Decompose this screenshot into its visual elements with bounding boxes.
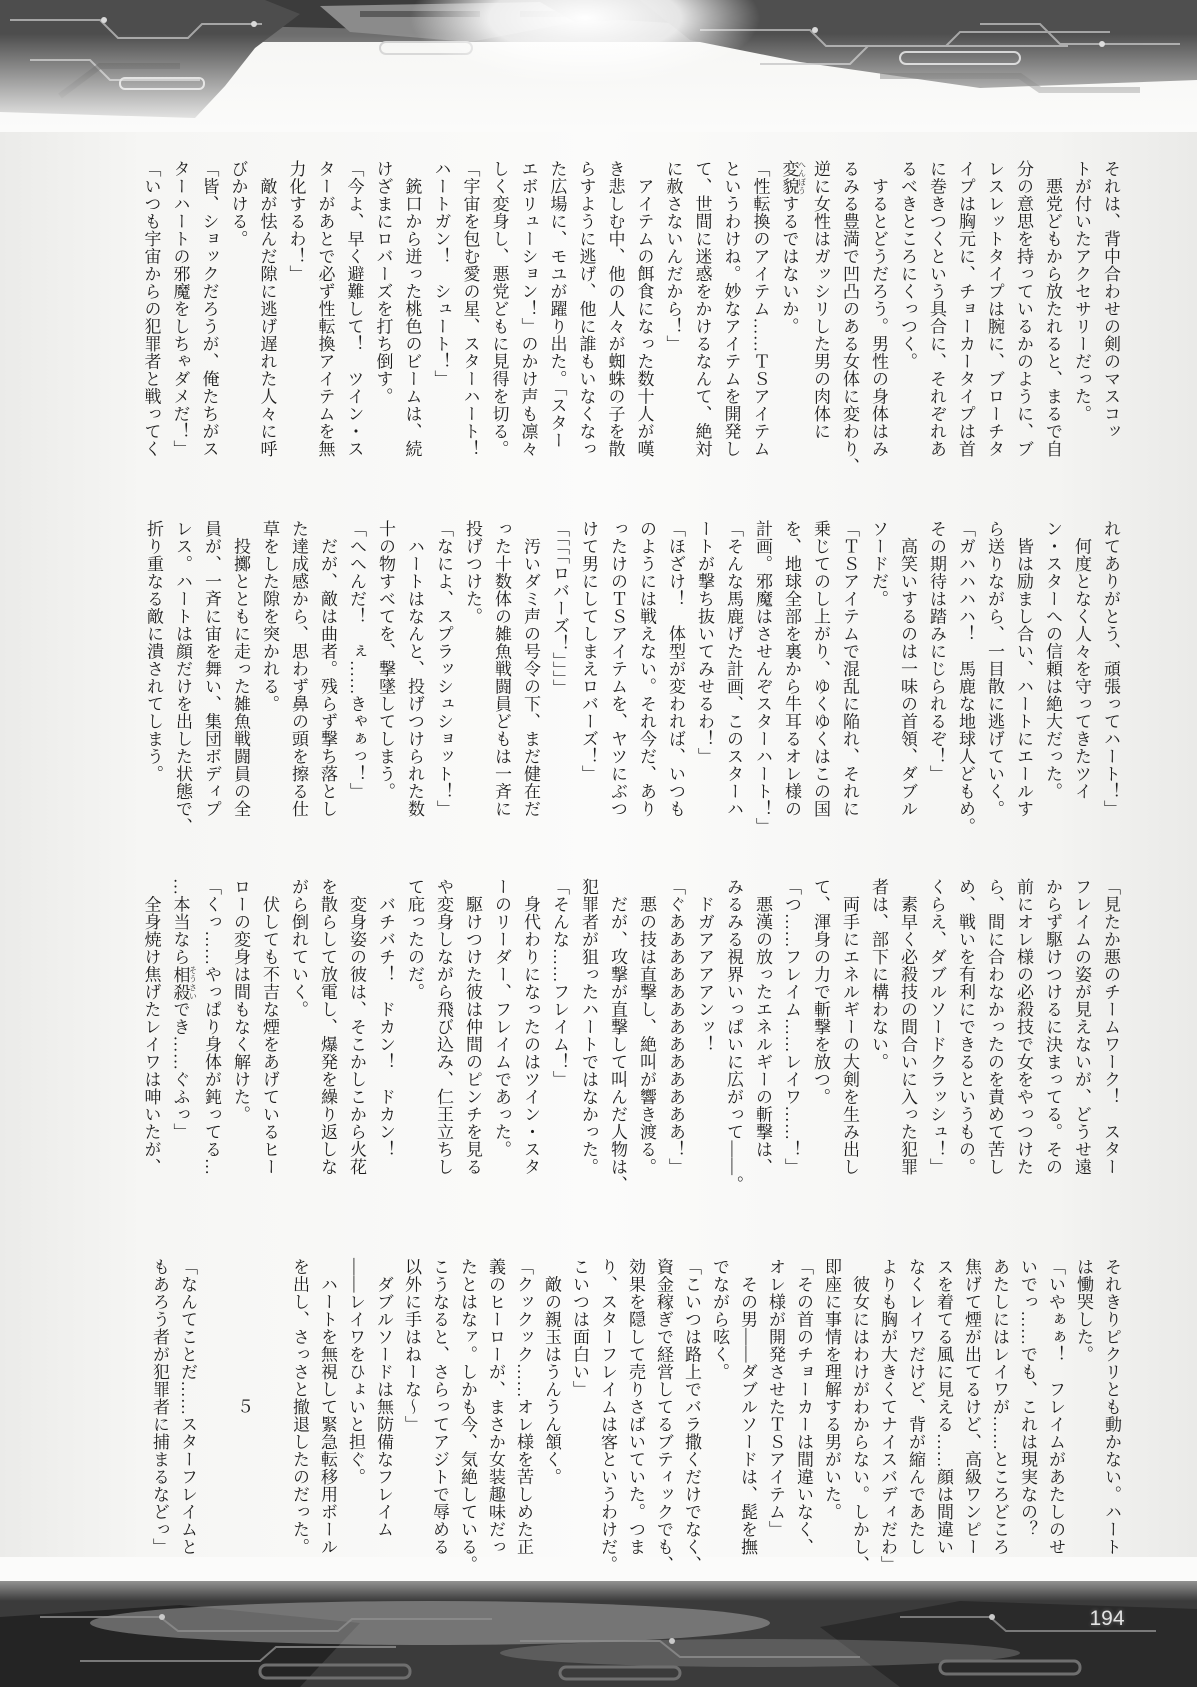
text-line: 「そんな……フレイム！」 <box>550 878 569 1088</box>
text-line: を、地球全部を裏から牛耳るオレ様の <box>782 520 801 818</box>
text-line: 「つ……フレイム……レイワ……！」 <box>782 878 801 1176</box>
text-line: 変貌 へんぼうするではないか。 <box>779 160 807 335</box>
text-line: 分の意思を持っているかのように、ブ <box>1014 160 1033 458</box>
text-line: 草をした隙を突かれる。 <box>260 520 279 713</box>
text-line: 両手にエネルギーの大剣を生み出し <box>840 878 859 1176</box>
text-line: 乗じてのし上がり、ゆくゆくはこの国 <box>811 520 830 818</box>
text-line: 「ぐあああああああああああああ！」 <box>666 878 685 1176</box>
text-line: き悲しむ中、他の人々が蜘蛛の子を散 <box>605 160 625 458</box>
page-number: 194 <box>1089 1607 1125 1630</box>
text-line: 「なによ、スプラッシュショット！」 <box>434 520 453 818</box>
text-line: め、戦いを有利にできるというもの。 <box>956 878 975 1176</box>
text-line: て庇ったのだ。 <box>405 878 424 1001</box>
text-line: 「性転換のアイテム……ＴＳアイテム <box>750 160 770 458</box>
text-line: それは、背中合わせの剣のマスコッ <box>1101 160 1120 440</box>
text-line: 「ＴＳアイテムで混乱に陥れ、それに <box>840 520 859 818</box>
text-band-1 <box>137 160 1126 492</box>
text-line: けて男にしてしまえロバーズ！」 <box>579 520 598 783</box>
text-line: こうなると、さらってアジトで辱める <box>430 1258 449 1556</box>
text-line: て、世間に迷惑をかけるなんて、絶対 <box>692 160 712 458</box>
text-line: に巻きつくという具合に、それぞれあ <box>927 160 946 458</box>
text-line: 義のヒーローが、まさか女装趣味だっ <box>486 1258 505 1556</box>
text-line: フレイムの姿が見えないが、どうせ遠 <box>1072 878 1091 1176</box>
text-line: ソードだ。 <box>869 520 888 608</box>
text-line: ドガアアアアンッ！ <box>695 878 714 1053</box>
text-line: バチバチ！ ドカン！ ドカン！ <box>376 878 395 1158</box>
text-line <box>201 1258 229 1594</box>
text-line: ら送りながら、一目散に逃げていく。 <box>985 520 1004 818</box>
text-line: がら倒れていく。 <box>289 878 308 1018</box>
text-band-2 <box>139 520 1125 852</box>
text-line: エボリューション！」のかけ声も凛々 <box>518 160 538 458</box>
text-line: 「ほざけ！ 体型が変われば、いつも <box>666 520 685 818</box>
text-line: でながら呟く。 <box>710 1258 729 1381</box>
text-line: もあろう者が犯罪者に捕まるなどっ」 <box>150 1258 169 1556</box>
text-line: 敵が怯んだ隙に逃げ遅れた人々に呼 <box>257 160 277 458</box>
text-line: ローの変身は間もなく解けた。 <box>231 878 250 1123</box>
text-line: なくレイワだけど、背が縮んであたし <box>906 1258 925 1556</box>
text-line: れてありがとう、頑張ってハート！」 <box>1101 520 1120 818</box>
text-line: 「いやぁぁ！ フレイムがあたしのせ <box>1046 1258 1065 1556</box>
text-line: みるみる視界いっぱいに広がって――。 <box>724 878 743 1193</box>
text-line: こいつは面白い」 <box>570 1258 589 1398</box>
text-line: 折り重なる敵に潰されてしまう。 <box>144 520 163 783</box>
text-line: 「今よ、早く避難して！ ツイン・ス <box>344 160 364 458</box>
text-line: ン・スターへの信頼は絶大だった。 <box>1043 520 1062 800</box>
text-line: その男――ダブルソードは、髭を撫 <box>738 1258 757 1556</box>
text-line: 「ガハハハハ！ 馬鹿な地球人どもめ。 <box>956 520 975 835</box>
text-line: ハートはなんと、投げつけられた数 <box>405 520 424 818</box>
text-line: 悪漢の放ったエネルギーの斬撃は、 <box>753 878 772 1176</box>
text-line: 悪の技は直撃し、絶叫が響き渡る。 <box>637 878 656 1176</box>
text-line: るみる豊満で凹凸のある女体に変わり、 <box>840 160 859 475</box>
text-line: オレ様が開発させたＴＳアイテム」 <box>766 1258 785 1538</box>
text-line: 「そんな馬鹿げた計画、このスターハ <box>724 520 743 818</box>
text-line: けざまにロバーズを打ち倒す。 <box>373 160 393 405</box>
text-line: 「くっ……やっぱり身体が鈍ってる… <box>202 878 221 1176</box>
text-line: 投擲とともに走った雑魚戦闘員の全 <box>231 520 250 818</box>
text-line: しく変身し、悪党どもに見得を切る。 <box>489 160 509 458</box>
text-line: 全身焼け焦げたレイワは呻いたが、 <box>141 878 161 1176</box>
text-line: ートが撃ち抜いてみせるわ！」 <box>695 520 714 765</box>
text-line: 以外に手はねーな〜」 <box>402 1258 421 1433</box>
text-line: からず駆けつけるに決まってる。その <box>1043 878 1062 1176</box>
text-line: を出し、さっさと撤退したのだった。 <box>290 1258 309 1556</box>
text-line: た広場に、モユが躍り出た。「スター <box>547 160 567 449</box>
text-line: て、渾身の力で斬撃を放つ。 <box>811 878 830 1106</box>
text-line: った十数体の雑魚戦闘員どもは一斉に <box>492 520 511 818</box>
header-circuit-art <box>0 0 1197 132</box>
text-line: …本当なら相殺 そうさいでき……ぐふっ」 <box>170 878 198 1141</box>
text-line: 「なんてことだ……スターフレイムと <box>178 1258 197 1556</box>
text-line: 焦げて煙が出てるけど、高級ワンピー <box>962 1258 981 1556</box>
text-line: 汚いダミ声の号令の下、まだ健在だ <box>521 520 540 818</box>
text-line: アイテムの餌食になった数十人が嘆 <box>634 160 654 458</box>
text-line: 彼女にはわけがわからない。しかし、 <box>850 1258 869 1573</box>
text-line: り、スターフレイムは客というわけだ。 <box>598 1258 617 1573</box>
text-line: 「「「「ロバーズ！」」」」 <box>550 520 569 697</box>
text-line: 計画。邪魔はさせんぞスターハート！」 <box>753 520 772 835</box>
text-line: に赦さないんだから！」 <box>663 160 683 353</box>
text-line: 「へへんだ！ ぇ……きゃぁっ！」 <box>347 520 366 800</box>
text-line: あたしにはレイワが……ところどころ <box>990 1258 1009 1556</box>
text-line: レス。ハートは顔だけを出した状態で、 <box>173 520 192 835</box>
text-line: トが付いたアクセサリーだった。 <box>1072 160 1091 423</box>
text-line: だが、敵は曲者。残らず撃ち落とし <box>318 520 337 818</box>
text-line: するとどうだろう。男性の身体はみ <box>869 160 888 458</box>
text-line: くらえ、ダブルソードクラッシュ！」 <box>927 878 946 1176</box>
text-line: ５ <box>234 1258 253 1416</box>
text-line: 変身姿の彼は、そこかしこから火花 <box>347 878 366 1176</box>
text-line: や変身しながら飛び込み、仁王立ちし <box>434 878 453 1176</box>
text-line: のようには戦えない。それ今だ、あり <box>637 520 656 818</box>
text-line: 力化するわ！」 <box>286 160 306 283</box>
text-line: 皆は励まし合い、ハートにエールす <box>1014 520 1033 818</box>
text-line: だが、攻撃が直撃して叫んだ人物は、 <box>608 878 627 1193</box>
text-line: スを着てる風に見える……顔は間違い <box>934 1258 953 1556</box>
text-line: を散らして放電し、爆発を繰り返しな <box>318 878 337 1176</box>
text-line: びかける。 <box>228 160 248 248</box>
text-line: ターがあとで必ず性転換アイテムを無 <box>315 160 335 458</box>
text-line: 「見たか悪のチームワーク！ スター <box>1101 878 1120 1176</box>
text-line: 伏しても不吉な煙をあげているヒー <box>260 878 279 1176</box>
text-line: ら、間に合わなかったのを責めて苦し <box>985 878 1004 1176</box>
text-line: ったけのＴＳアイテムを、ヤツにぶつ <box>608 520 627 818</box>
text-line: よりも胸が大きくてナイスバディだわ」 <box>878 1258 897 1573</box>
text-line: ――レイワをひょいと担ぐ。 <box>346 1258 365 1486</box>
text-line: 「クックック……オレ様を苦しめた正 <box>514 1258 533 1556</box>
text-line: 「その首のチョーカーは間違いなく、 <box>794 1258 813 1556</box>
text-line: ハートガン！ シュート！」 <box>431 160 451 388</box>
text-line: いでっ……でも、これは現実なの？ <box>1018 1258 1037 1538</box>
text-line: 資金稼ぎで経営してるブティックでも、 <box>654 1258 673 1573</box>
text-line: るべきところにくっつく。 <box>898 160 917 370</box>
text-line: 投げつけた。 <box>463 520 482 625</box>
text-line: 身代わりになったのはツイン・スタ <box>521 878 540 1176</box>
text-line: 「宇宙を包む愛の星、スターハート！ <box>460 160 480 458</box>
text-line: た達成感から、思わず鼻の頭を擦る仕 <box>289 520 308 818</box>
text-line: 「こいつは路上でバラ撒くだけでなく、 <box>682 1258 701 1573</box>
text-line: 素早く必殺技の間合いに入った犯罪 <box>898 878 917 1176</box>
text-line: 逆に女性はガッシリした男の肉体に <box>811 160 830 440</box>
text-line: 員が、一斉に宙を舞い、集団ボディプ <box>202 520 221 818</box>
text-line: らすように逃げ、他に誰もいなくなっ <box>576 160 596 458</box>
text-line: 者は、部下に構わない。 <box>869 878 888 1071</box>
text-line: 「いつも宇宙からの犯罪者と戦ってく <box>141 160 161 458</box>
text-line: は慟哭した。 <box>1074 1258 1093 1363</box>
text-band-4 <box>145 1258 1125 1594</box>
text-line: それきりピクリとも動かない。ハート <box>1102 1258 1121 1556</box>
text-line: 即座に事情を理解する男がいた。 <box>822 1258 841 1521</box>
text-line: その期待は踏みにじられるぞ！」 <box>927 520 946 783</box>
text-line: 効果を隠して売りさばいていた。つま <box>626 1258 645 1556</box>
text-line: たとはなァ。しかも今、気絶している。 <box>458 1258 477 1573</box>
text-line: 犯罪者が狙ったハートではなかった。 <box>579 878 598 1176</box>
text-line: 高笑いするのは一味の首領、ダブル <box>898 520 917 818</box>
text-line: 敵の親玉はうんうん頷く。 <box>542 1258 561 1486</box>
text-line: イプは胸元に、チョーカータイプは首 <box>956 160 975 458</box>
text-line <box>257 1258 285 1594</box>
text-line: 何度となく人々を守ってきたツイ <box>1072 520 1091 800</box>
text-line: 銃口から迸った桃色のビームは、続 <box>402 160 422 458</box>
text-line: 駆けつけた彼は仲間のピンチを見る <box>463 878 482 1176</box>
text-line: というわけね。妙なアイテムを開発し <box>721 160 741 458</box>
text-line: 十の物すべてを、撃墜してしまう。 <box>376 520 395 800</box>
text-line: 悪党どもから放たれると、まるで自 <box>1043 160 1062 458</box>
text-line: ダブルソードは無防備なフレイム <box>374 1258 393 1538</box>
text-line: ーのリーダー、フレイムであった。 <box>492 878 511 1158</box>
text-line: ハートを無視して緊急転移用ボール <box>318 1258 337 1556</box>
text-line: ターハートの邪魔をしちゃダメだ！」 <box>170 160 190 458</box>
text-line: レスレットタイプは腕に、ブローチタ <box>985 160 1004 458</box>
text-line: 前にオレ様の必殺技で女をやっつけた <box>1014 878 1033 1176</box>
text-band-3 <box>137 878 1126 1210</box>
text-line: 「皆、ショックだろうが、俺たちがス <box>199 160 219 458</box>
